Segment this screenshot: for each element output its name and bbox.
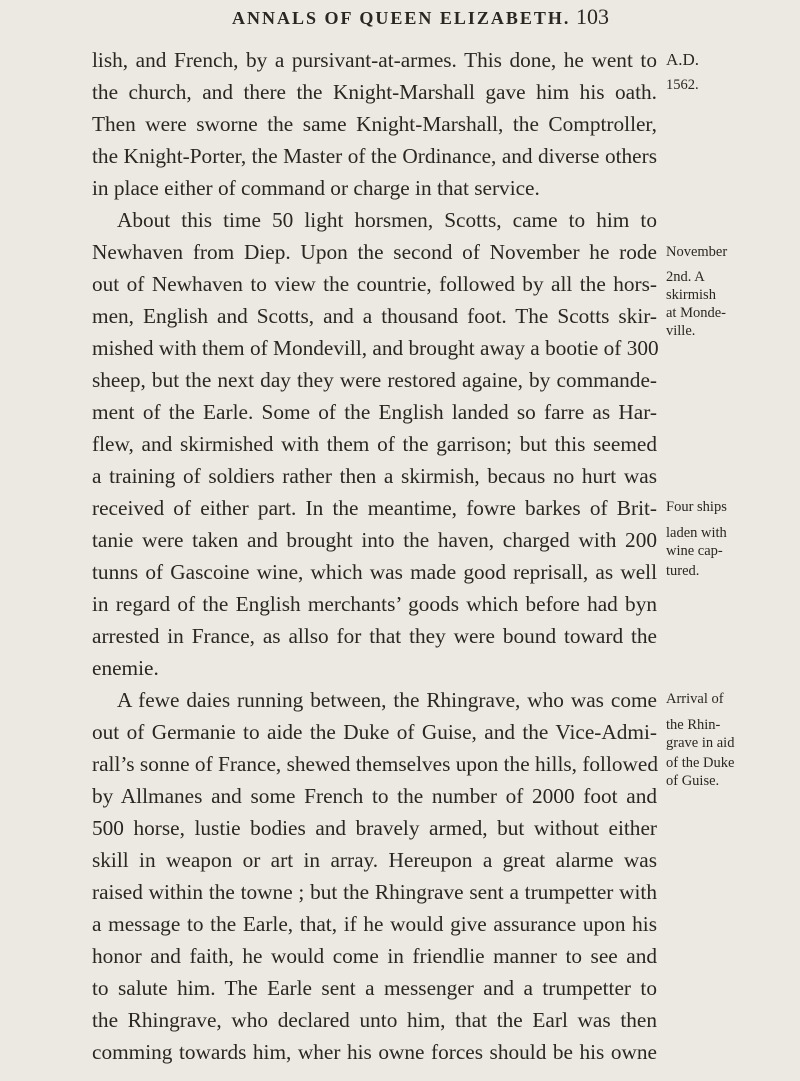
margin-note: of the Duke <box>666 755 735 771</box>
text-line: a training of soldiers rather then a skirmish, becaus no hurt was <box>92 464 657 488</box>
margin-note: Arrival of <box>666 691 724 707</box>
text-line: out of Germanie to aide the Duke of Guise, and the Vice-Admi- <box>92 720 657 744</box>
text-line: in regard of the English merchants’ goods which before had byn <box>92 592 657 616</box>
text-line: ment of the Earle. Some of the English landed so farre as Har- <box>92 400 657 424</box>
text-line: lish, and French, by a pursivant-at-armes. This done, he went to <box>92 48 657 72</box>
text-line: out of Newhaven to view the countrie, followed by all the hors- <box>92 272 657 296</box>
text-line: the church, and there the Knight-Marshall gave him his oath. <box>92 80 657 104</box>
text-line: enemie. <box>92 656 159 680</box>
margin-note: November <box>666 244 728 260</box>
margin-note: Four ships <box>666 499 727 515</box>
text-line: the Knight-Porter, the Master of the Ordinance, and diverse others <box>92 144 657 168</box>
text-line: rall’s sonne of France, shewed themselves upon the hills, followed <box>92 752 659 776</box>
margin-note: 2nd. A <box>666 269 705 285</box>
margin-note: grave in aid <box>666 735 735 751</box>
text-line: men, English and Scotts, and a thousand foot. The Scotts skir- <box>92 304 657 328</box>
margin-note: ville. <box>666 323 696 339</box>
text-line: arrested in France, as allso for that they were bound toward the <box>92 624 657 648</box>
margin-note: the Rhin- <box>666 717 721 733</box>
text-line: a message to the Earle, that, if he would give assurance upon his <box>92 912 657 936</box>
text-line: the Rhingrave, who declared unto him, that the Earl was then <box>92 1008 657 1032</box>
text-line: honor and faith, he would come in friendlie manner to see and <box>92 944 657 968</box>
running-title: ANNALS OF QUEEN ELIZABETH. <box>232 8 571 28</box>
margin-note: at Monde- <box>666 305 726 321</box>
text-line: Newhaven from Diep. Upon the second of November he rode <box>92 240 657 264</box>
text-line: to salute him. The Earle sent a messenger and a trumpetter to <box>92 976 657 1000</box>
text-line: by Allmanes and some French to the number of 2000 foot and <box>92 784 657 808</box>
margin-note: skirmish <box>666 287 716 303</box>
margin-note: wine cap- <box>666 543 723 559</box>
text-line: comming towards him, wher his owne forces should be his owne <box>92 1040 657 1064</box>
text-line: tanie were taken and brought into the haven, charged with 200 <box>92 528 657 552</box>
text-line: A fewe daies running between, the Rhingrave, who was come <box>117 688 657 712</box>
text-line: skill in weapon or art in array. Hereupon a great alarme was <box>92 848 657 872</box>
text-line: flew, and skirmished with them of the garrison; but this seemed <box>92 432 657 456</box>
text-line: in place either of command or charge in that service. <box>92 176 540 200</box>
text-line: mished with them of Mondevill, and brought away a bootie of 300 <box>92 336 659 360</box>
margin-note: tured. <box>666 563 700 579</box>
text-line: About this time 50 light horsmen, Scotts, came to him to <box>117 208 657 232</box>
page-number: 103 <box>576 4 609 29</box>
margin-note-year: 1562. <box>666 77 699 93</box>
text-line: sheep, but the next day they were restored againe, by commande- <box>92 368 657 392</box>
text-line: raised within the towne ; but the Rhingrave sent a trumpetter with <box>92 880 657 904</box>
text-line: 500 horse, lustie bodies and bravely armed, but without either <box>92 816 657 840</box>
text-line: received of either part. In the meantime, fowre barkes of Brit- <box>92 496 657 520</box>
text-line: Then were sworne the same Knight-Marshall, the Comptroller, <box>92 112 657 136</box>
margin-note: of Guise. <box>666 773 720 789</box>
margin-note: laden with <box>666 525 727 541</box>
margin-note-year: A.D. <box>666 50 700 69</box>
text-line: tunns of Gascoine wine, which was made good reprisall, as well <box>92 560 657 584</box>
